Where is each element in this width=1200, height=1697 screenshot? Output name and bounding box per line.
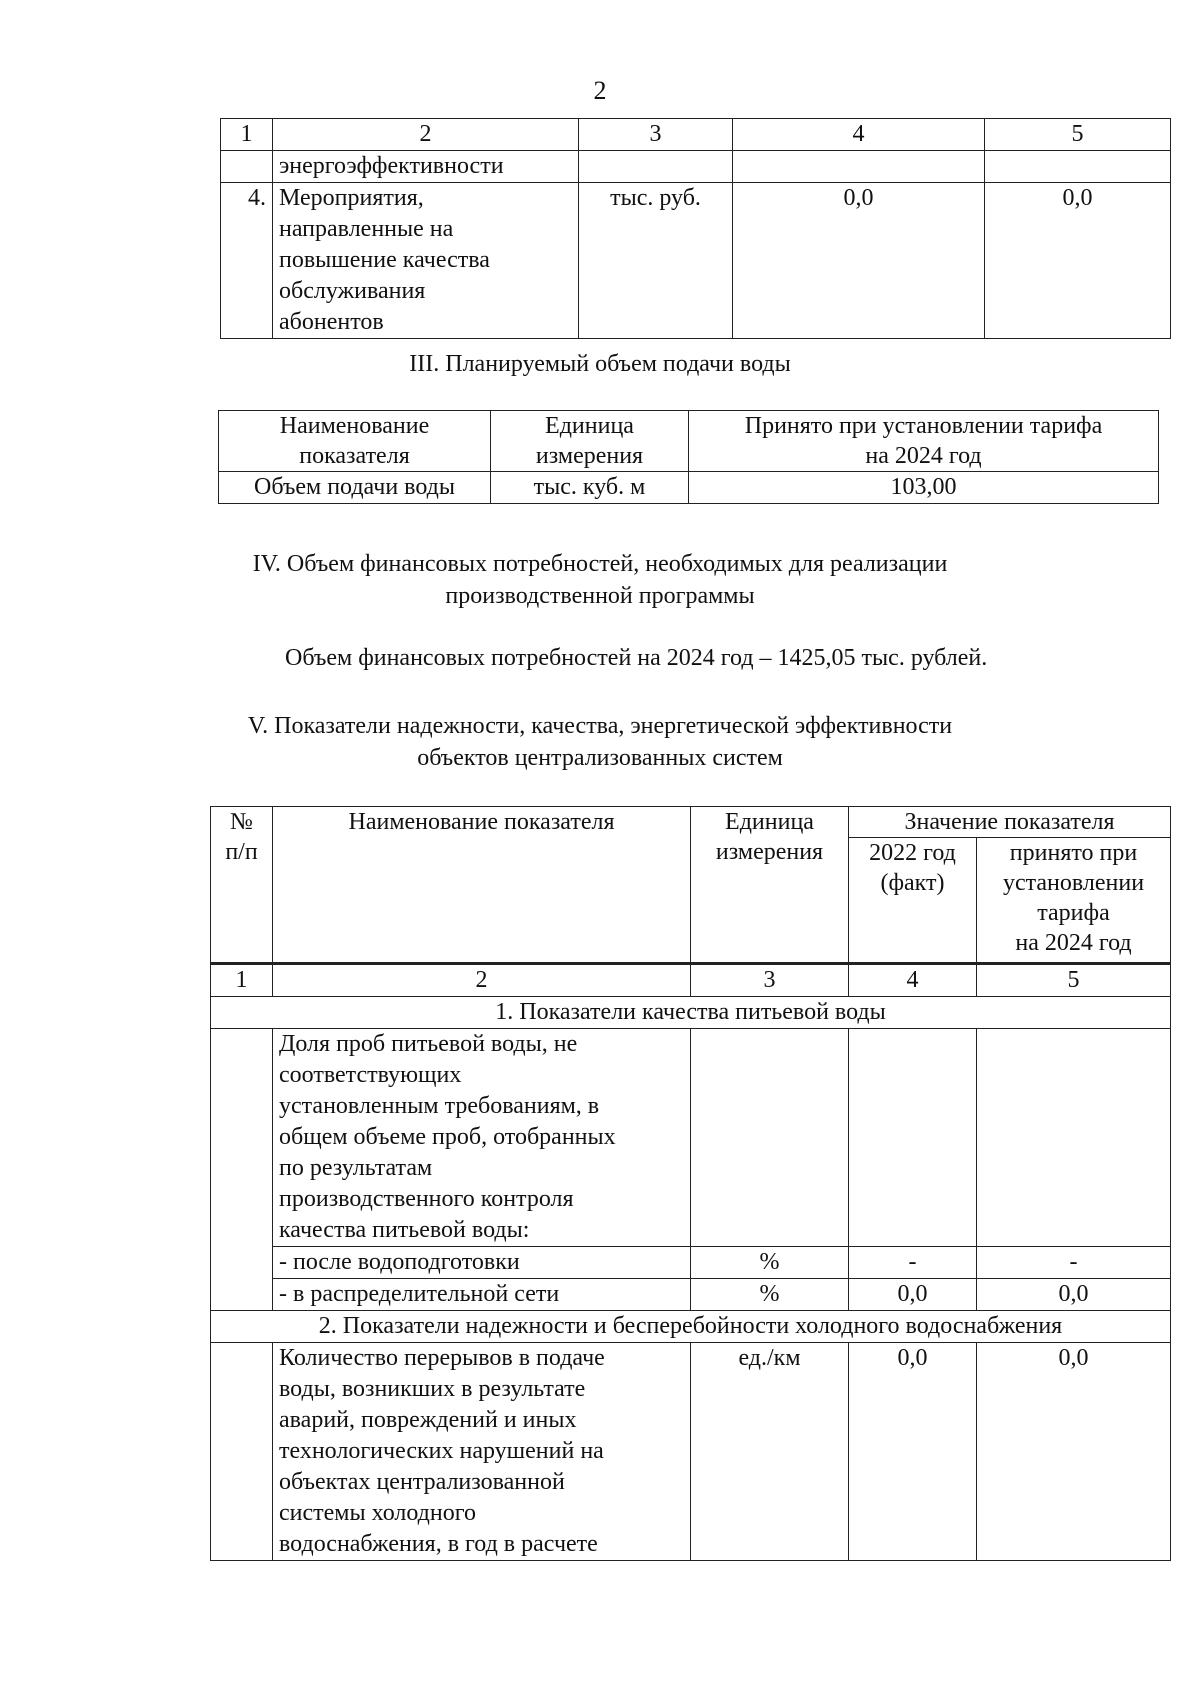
page-number: 2: [593, 76, 607, 105]
cell-unit: тыс. руб.: [579, 183, 733, 339]
group1-title: 1. Показатели качества питьевой воды: [211, 997, 1171, 1029]
cell-unit: тыс. куб. м: [491, 472, 689, 504]
cell-value: 103,00: [689, 472, 1159, 504]
cell-value: 0,0: [849, 1279, 977, 1311]
cell-unit: %: [691, 1247, 849, 1279]
cell-description: Доля проб питьевой воды, не соответствующих установленным требованиям, в общем объеме проб, отобранных по результатам производственного контроля качества питьевой воды:: [273, 1029, 691, 1247]
group-title-row: [211, 1311, 1171, 1343]
cell-name: Объем подачи воды: [219, 472, 491, 504]
table-row: [221, 151, 1171, 183]
header-name: Наименование показателя: [219, 411, 491, 472]
indicators-table: [210, 806, 1171, 1561]
cell-value: -: [849, 1247, 977, 1279]
water-volume-table: [218, 410, 1159, 504]
cell-name: энергоэффективности: [273, 151, 579, 183]
cell-name: - в распределительной сети: [273, 1279, 691, 1311]
group-title-row: [211, 997, 1171, 1029]
section3-title: III. Планируемый объем подачи воды: [409, 351, 791, 377]
table-header-row: [211, 807, 1171, 838]
cell-unit: %: [691, 1279, 849, 1311]
table-row: [211, 1247, 1171, 1279]
header-unit: Единица измерения: [691, 807, 849, 964]
header-name: Наименование показателя: [273, 807, 691, 964]
table-row: [211, 1279, 1171, 1311]
cell-num: 4.: [221, 183, 273, 339]
col-number: 2: [273, 119, 579, 151]
header-value-group: Значение показателя: [849, 807, 1171, 838]
header-2022: 2022 год (факт): [849, 838, 977, 964]
cell-value: 0,0: [977, 1343, 1171, 1561]
cell-value: 0,0: [733, 183, 985, 339]
cell-name: Мероприятия, направленные на повышение качества обслуживания абонентов: [273, 183, 579, 339]
table-row: [211, 1343, 1171, 1561]
cell-value: 0,0: [985, 183, 1171, 339]
section5-title: V. Показатели надежности, качества, энергетической эффективности объектов централизованных систем: [247, 713, 953, 771]
col-number: 3: [579, 119, 733, 151]
measures-table: [220, 118, 1171, 339]
col-number: 4: [733, 119, 985, 151]
table-header-row: [221, 119, 1171, 151]
cell-name: - после водоподготовки: [273, 1247, 691, 1279]
col-number: 1: [221, 119, 273, 151]
financial-needs-text: Объем финансовых потребностей на 2024 год – 1425,05 тыс. рублей.: [285, 645, 988, 671]
col-number: 5: [985, 119, 1171, 151]
cell-value: 0,0: [977, 1279, 1171, 1311]
numbers-row: 1 2 3 4 5: [211, 964, 1171, 997]
cell-value: 0,0: [849, 1343, 977, 1561]
table-header-row: [219, 411, 1159, 472]
header-accepted: принято при установлении тарифа на 2024 год: [977, 838, 1171, 964]
cell-description: Количество перерывов в подаче воды, возникших в результате аварий, повреждений и иных технологических нарушений на объектах централизованной системы холодного водоснабжения, в год в расчете: [273, 1343, 691, 1561]
cell-unit: ед./км: [691, 1343, 849, 1561]
section4-title: IV. Объем финансовых потребностей, необходимых для реализации производственной программы: [252, 551, 948, 609]
table-row: [211, 1029, 1171, 1247]
header-unit: Единица измерения: [491, 411, 689, 472]
header-num: № п/п: [211, 807, 273, 964]
table-row: [221, 183, 1171, 339]
table-row: [219, 472, 1159, 504]
header-accepted: Принято при установлении тарифа на 2024 год: [689, 411, 1159, 472]
group2-title: 2. Показатели надежности и бесперебойности холодного водоснабжения: [211, 1311, 1171, 1343]
cell-value: -: [977, 1247, 1171, 1279]
